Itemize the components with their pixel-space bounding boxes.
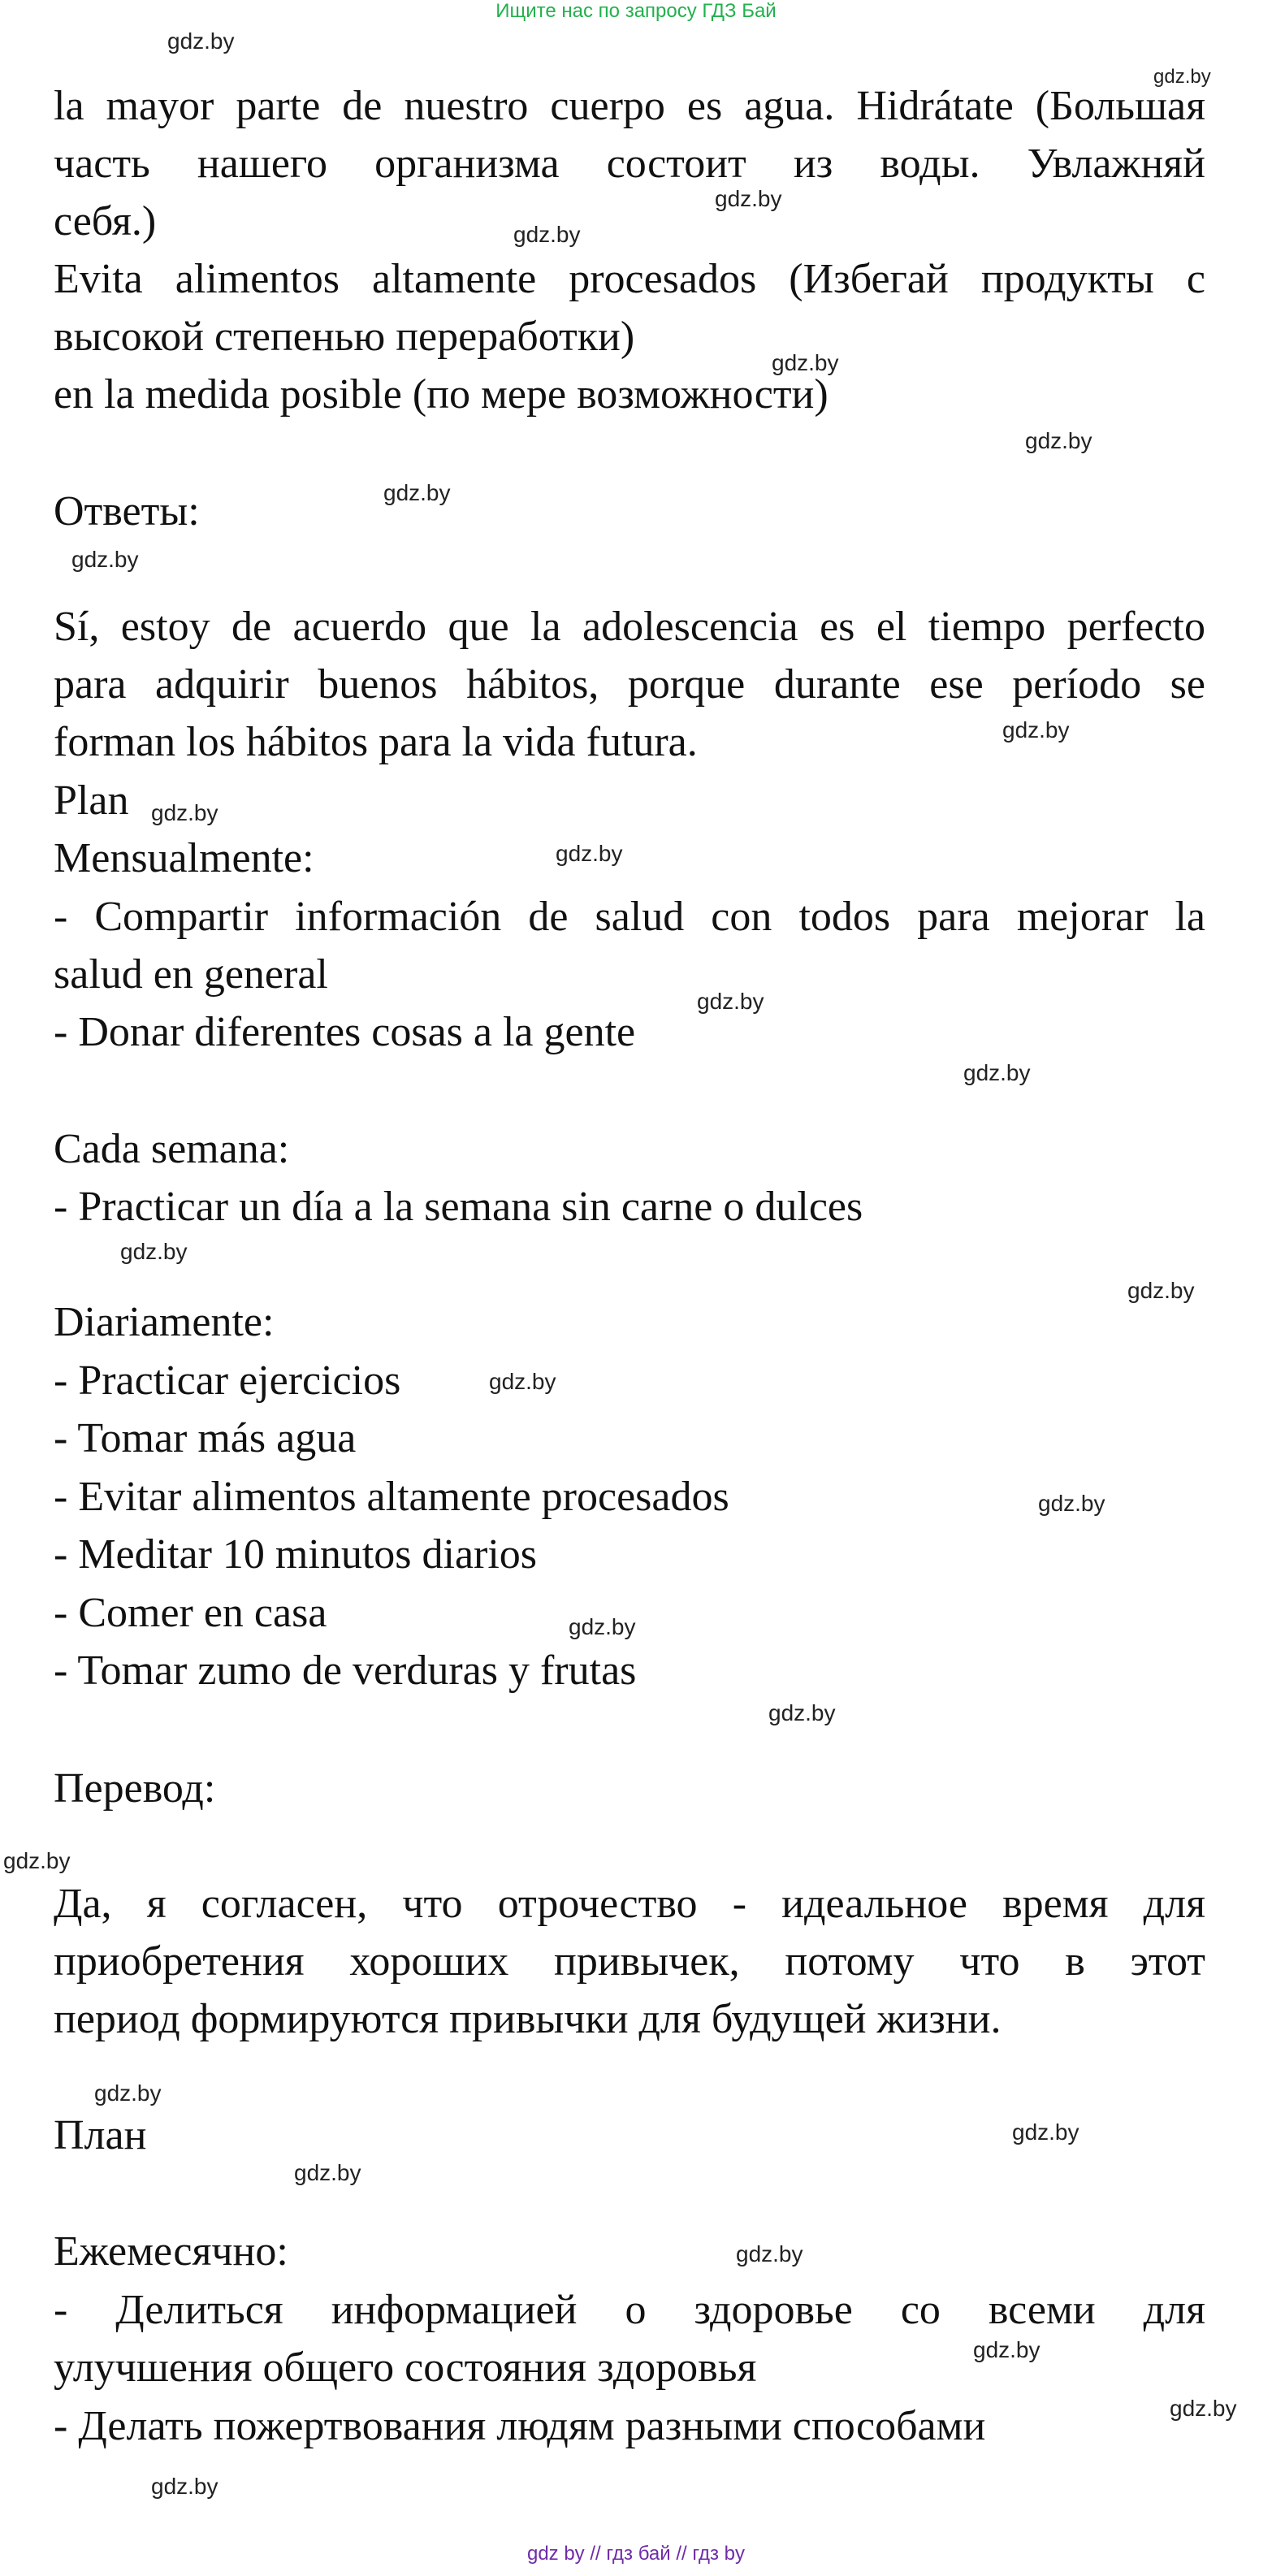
text-line: Да, я согласен, что отрочество - идеальное время для <box>54 1881 1205 1927</box>
text-line: высокой степенью переработки) <box>54 314 635 360</box>
section-heading: Ежемесячно: <box>54 2228 288 2275</box>
section-heading: Diariamente: <box>54 1299 275 1345</box>
text-line: en la medida posible (по мере возможности) <box>54 371 829 418</box>
watermark: gdz.by <box>697 989 764 1014</box>
watermark: gdz.by <box>3 1848 71 1873</box>
list-item: salud en general <box>54 951 328 998</box>
list-item: - Делать пожертвования людям разными способами <box>54 2403 986 2449</box>
watermark: gdz.by <box>715 186 782 211</box>
list-item: - Tomar zumo de verduras y frutas <box>54 1647 637 1694</box>
section-heading: Cada semana: <box>54 1126 290 1172</box>
text-line: Evita alimentos altamente procesados (Избегай продукты с <box>54 256 1205 302</box>
plan-title: План <box>54 2112 147 2158</box>
plan-title: Plan <box>54 777 129 824</box>
text-line: para adquirir buenos hábitos, porque durante ese período se <box>54 661 1205 708</box>
watermark: gdz.by <box>963 1060 1031 1085</box>
text-line: часть нашего организма состоит из воды. Увлажняй <box>54 141 1205 187</box>
watermark: gdz.by <box>1012 2119 1079 2145</box>
list-item: - Practicar un día a la semana sin carne o dulces <box>54 1184 863 1230</box>
watermark: gdz.by <box>151 800 218 825</box>
watermark: gdz.by <box>1170 2396 1237 2421</box>
text-line: себя.) <box>54 198 157 245</box>
list-item: улучшения общего состояния здоровья <box>54 2344 757 2391</box>
translation-heading: Перевод: <box>54 1765 216 1812</box>
watermark: gdz.by <box>1153 66 1211 88</box>
watermark: gdz.by <box>772 350 839 375</box>
watermark: gdz.by <box>1025 428 1092 453</box>
text-line: период формируются привычки для будущей жизни. <box>54 1996 1002 2042</box>
watermark: gdz.by <box>973 2337 1041 2362</box>
watermark: gdz.by <box>167 28 235 54</box>
watermark: gdz.by <box>294 2160 361 2185</box>
list-item: - Practicar ejercicios <box>54 1357 401 1404</box>
watermark: gdz.by <box>383 480 451 505</box>
answers-heading: Ответы: <box>54 488 200 535</box>
watermark: gdz.by <box>94 2080 162 2106</box>
text-line: forman los hábitos para la vida futura. <box>54 719 698 765</box>
text-line: la mayor parte de nuestro cuerpo es agua. Hidrátate (Большая <box>54 83 1205 129</box>
site-header-banner[interactable]: Ищите нас по запросу ГДЗ Бай <box>495 0 777 22</box>
list-item: - Comer en casa <box>54 1590 327 1636</box>
watermark: gdz.by <box>71 547 139 572</box>
watermark: gdz.by <box>489 1369 556 1394</box>
list-item: - Evitar alimentos altamente procesados <box>54 1474 729 1520</box>
list-item: - Meditar 10 minutos diarios <box>54 1531 538 1578</box>
text-line: Sí, estoy de acuerdo que la adolescencia es el tiempo perfecto <box>54 604 1205 650</box>
site-footer[interactable]: gdz by // гдз бай // гдз by <box>526 2543 746 2565</box>
section-heading: Mensualmente: <box>54 835 314 881</box>
watermark: gdz.by <box>120 1239 188 1264</box>
watermark: gdz.by <box>556 841 623 866</box>
watermark: gdz.by <box>768 1700 836 1725</box>
list-item: - Tomar más agua <box>54 1415 357 1461</box>
watermark: gdz.by <box>736 2241 803 2266</box>
text-line: приобретения хороших привычек, потому что в этот <box>54 1938 1205 1985</box>
watermark: gdz.by <box>513 222 581 247</box>
watermark: gdz.by <box>1038 1491 1105 1516</box>
list-item: - Donar diferentes cosas a la gente <box>54 1009 636 1055</box>
watermark: gdz.by <box>1127 1278 1195 1303</box>
list-item: - Делиться информацией о здоровье со всеми для <box>54 2287 1205 2333</box>
list-item: - Compartir información de salud con todos para mejorar la <box>54 894 1205 940</box>
watermark: gdz.by <box>1002 717 1070 742</box>
watermark: gdz.by <box>151 2474 218 2499</box>
watermark: gdz.by <box>569 1614 636 1639</box>
